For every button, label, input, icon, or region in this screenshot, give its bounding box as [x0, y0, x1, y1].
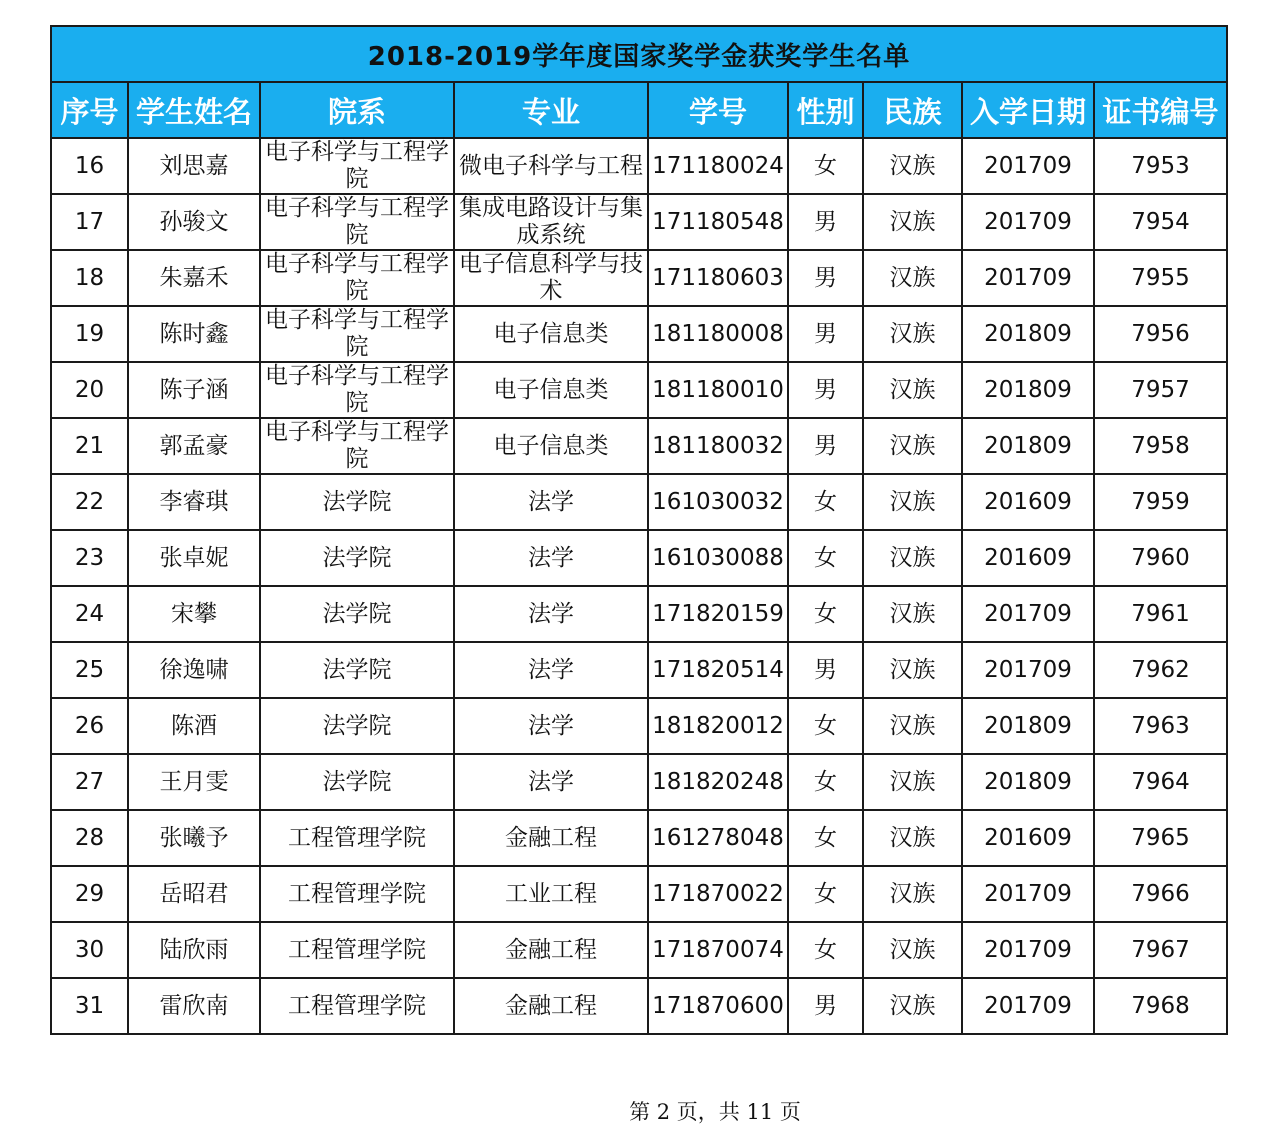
table-row [51, 138, 1227, 194]
cell-student-id: 171180603 [648, 250, 788, 306]
cell-certificate-no: 7962 [1094, 642, 1227, 698]
header-major: 专业 [454, 82, 648, 138]
cell-student-id: 161278048 [648, 810, 788, 866]
cell-gender: 男 [788, 362, 863, 418]
table-row [51, 698, 1227, 754]
cell-student-id: 161030088 [648, 530, 788, 586]
cell-index: 23 [51, 530, 128, 586]
cell-enrollment-date: 201809 [962, 754, 1094, 810]
header-department: 院系 [260, 82, 454, 138]
cell-major: 法学 [454, 530, 648, 586]
table-row [51, 810, 1227, 866]
cell-ethnicity: 汉族 [863, 922, 962, 978]
cell-student-name: 郭孟豪 [128, 418, 260, 474]
cell-student-name: 岳昭君 [128, 866, 260, 922]
table-row [51, 866, 1227, 922]
cell-gender: 男 [788, 306, 863, 362]
cell-department: 电子科学与工程学院 [260, 138, 454, 194]
cell-major: 电子信息科学与技术 [454, 250, 648, 306]
cell-student-name: 孙骏文 [128, 194, 260, 250]
cell-department: 法学院 [260, 474, 454, 530]
cell-index: 20 [51, 362, 128, 418]
cell-certificate-no: 7964 [1094, 754, 1227, 810]
cell-student-name: 陈子涵 [128, 362, 260, 418]
cell-index: 24 [51, 586, 128, 642]
cell-ethnicity: 汉族 [863, 586, 962, 642]
page-footer: 第 2 页，共 11 页 [629, 1100, 801, 1124]
cell-index: 21 [51, 418, 128, 474]
cell-ethnicity: 汉族 [863, 978, 962, 1034]
cell-gender: 女 [788, 138, 863, 194]
cell-student-name: 刘思嘉 [128, 138, 260, 194]
cell-enrollment-date: 201609 [962, 810, 1094, 866]
table-row [51, 642, 1227, 698]
cell-ethnicity: 汉族 [863, 250, 962, 306]
cell-major: 法学 [454, 698, 648, 754]
cell-certificate-no: 7954 [1094, 194, 1227, 250]
cell-ethnicity: 汉族 [863, 362, 962, 418]
cell-department: 法学院 [260, 642, 454, 698]
cell-major: 金融工程 [454, 922, 648, 978]
cell-index: 27 [51, 754, 128, 810]
cell-certificate-no: 7953 [1094, 138, 1227, 194]
cell-gender: 男 [788, 642, 863, 698]
header-gender: 性别 [788, 82, 863, 138]
cell-index: 18 [51, 250, 128, 306]
cell-enrollment-date: 201809 [962, 362, 1094, 418]
cell-major: 法学 [454, 586, 648, 642]
cell-enrollment-date: 201709 [962, 642, 1094, 698]
cell-department: 工程管理学院 [260, 810, 454, 866]
cell-student-id: 171820514 [648, 642, 788, 698]
cell-student-id: 181820012 [648, 698, 788, 754]
header-certificate-no: 证书编号 [1094, 82, 1227, 138]
cell-gender: 女 [788, 586, 863, 642]
table-row [51, 250, 1227, 306]
cell-index: 26 [51, 698, 128, 754]
table-row [51, 362, 1227, 418]
cell-index: 19 [51, 306, 128, 362]
cell-student-id: 181820248 [648, 754, 788, 810]
cell-index: 25 [51, 642, 128, 698]
cell-enrollment-date: 201609 [962, 474, 1094, 530]
cell-major: 集成电路设计与集成系统 [454, 194, 648, 250]
cell-student-id: 171820159 [648, 586, 788, 642]
cell-department: 法学院 [260, 530, 454, 586]
cell-major: 法学 [454, 642, 648, 698]
table-body [51, 138, 1227, 1034]
table-row [51, 586, 1227, 642]
cell-department: 法学院 [260, 754, 454, 810]
cell-major: 微电子科学与工程 [454, 138, 648, 194]
cell-certificate-no: 7961 [1094, 586, 1227, 642]
cell-ethnicity: 汉族 [863, 810, 962, 866]
cell-index: 28 [51, 810, 128, 866]
header-student-id: 学号 [648, 82, 788, 138]
cell-ethnicity: 汉族 [863, 698, 962, 754]
cell-student-id: 181180010 [648, 362, 788, 418]
cell-student-name: 陈时鑫 [128, 306, 260, 362]
cell-enrollment-date: 201809 [962, 698, 1094, 754]
cell-department: 电子科学与工程学院 [260, 194, 454, 250]
cell-index: 29 [51, 866, 128, 922]
cell-student-name: 朱嘉禾 [128, 250, 260, 306]
cell-enrollment-date: 201709 [962, 194, 1094, 250]
cell-student-name: 徐逸啸 [128, 642, 260, 698]
table-row [51, 418, 1227, 474]
cell-certificate-no: 7966 [1094, 866, 1227, 922]
cell-enrollment-date: 201809 [962, 418, 1094, 474]
cell-ethnicity: 汉族 [863, 138, 962, 194]
cell-ethnicity: 汉族 [863, 194, 962, 250]
header-row [51, 82, 1227, 138]
cell-index: 16 [51, 138, 128, 194]
cell-certificate-no: 7968 [1094, 978, 1227, 1034]
cell-certificate-no: 7965 [1094, 810, 1227, 866]
table-row [51, 922, 1227, 978]
cell-department: 电子科学与工程学院 [260, 250, 454, 306]
cell-student-id: 171180548 [648, 194, 788, 250]
cell-enrollment-date: 201709 [962, 922, 1094, 978]
cell-gender: 女 [788, 698, 863, 754]
cell-gender: 女 [788, 474, 863, 530]
cell-index: 30 [51, 922, 128, 978]
cell-index: 31 [51, 978, 128, 1034]
cell-gender: 女 [788, 530, 863, 586]
cell-index: 22 [51, 474, 128, 530]
cell-enrollment-date: 201709 [962, 138, 1094, 194]
cell-gender: 男 [788, 250, 863, 306]
cell-student-id: 161030032 [648, 474, 788, 530]
cell-department: 电子科学与工程学院 [260, 306, 454, 362]
cell-department: 电子科学与工程学院 [260, 362, 454, 418]
table-row [51, 474, 1227, 530]
cell-major: 工业工程 [454, 866, 648, 922]
cell-certificate-no: 7967 [1094, 922, 1227, 978]
cell-gender: 女 [788, 922, 863, 978]
cell-student-id: 171870022 [648, 866, 788, 922]
cell-gender: 女 [788, 866, 863, 922]
scholarship-table [50, 25, 1228, 1035]
cell-student-id: 171870074 [648, 922, 788, 978]
cell-enrollment-date: 201609 [962, 530, 1094, 586]
cell-student-name: 宋攀 [128, 586, 260, 642]
table-row [51, 194, 1227, 250]
cell-gender: 女 [788, 810, 863, 866]
header-student-name: 学生姓名 [128, 82, 260, 138]
cell-major: 电子信息类 [454, 362, 648, 418]
cell-enrollment-date: 201709 [962, 866, 1094, 922]
cell-student-name: 王月雯 [128, 754, 260, 810]
cell-department: 工程管理学院 [260, 978, 454, 1034]
cell-department: 工程管理学院 [260, 922, 454, 978]
cell-student-id: 181180032 [648, 418, 788, 474]
cell-certificate-no: 7963 [1094, 698, 1227, 754]
cell-certificate-no: 7957 [1094, 362, 1227, 418]
cell-student-name: 张卓妮 [128, 530, 260, 586]
cell-enrollment-date: 201809 [962, 306, 1094, 362]
cell-gender: 女 [788, 754, 863, 810]
header-enrollment-date: 入学日期 [962, 82, 1094, 138]
cell-major: 金融工程 [454, 978, 648, 1034]
cell-certificate-no: 7956 [1094, 306, 1227, 362]
cell-gender: 男 [788, 418, 863, 474]
cell-major: 电子信息类 [454, 306, 648, 362]
header-index: 序号 [51, 82, 128, 138]
cell-enrollment-date: 201709 [962, 586, 1094, 642]
cell-student-name: 李睿琪 [128, 474, 260, 530]
cell-student-name: 雷欣南 [128, 978, 260, 1034]
cell-ethnicity: 汉族 [863, 474, 962, 530]
cell-ethnicity: 汉族 [863, 418, 962, 474]
cell-student-name: 张曦予 [128, 810, 260, 866]
cell-major: 金融工程 [454, 810, 648, 866]
cell-ethnicity: 汉族 [863, 306, 962, 362]
table-row [51, 978, 1227, 1034]
cell-certificate-no: 7959 [1094, 474, 1227, 530]
table-row [51, 306, 1227, 362]
cell-department: 工程管理学院 [260, 866, 454, 922]
cell-ethnicity: 汉族 [863, 530, 962, 586]
cell-gender: 男 [788, 978, 863, 1034]
cell-department: 法学院 [260, 698, 454, 754]
cell-student-id: 181180008 [648, 306, 788, 362]
table-row [51, 530, 1227, 586]
cell-certificate-no: 7955 [1094, 250, 1227, 306]
cell-ethnicity: 汉族 [863, 754, 962, 810]
header-ethnicity: 民族 [863, 82, 962, 138]
cell-student-name: 陆欣雨 [128, 922, 260, 978]
cell-ethnicity: 汉族 [863, 866, 962, 922]
cell-department: 法学院 [260, 586, 454, 642]
cell-certificate-no: 7960 [1094, 530, 1227, 586]
cell-index: 17 [51, 194, 128, 250]
cell-certificate-no: 7958 [1094, 418, 1227, 474]
cell-student-id: 171180024 [648, 138, 788, 194]
cell-ethnicity: 汉族 [863, 642, 962, 698]
cell-enrollment-date: 201709 [962, 250, 1094, 306]
cell-major: 法学 [454, 474, 648, 530]
cell-student-name: 陈酒 [128, 698, 260, 754]
cell-gender: 男 [788, 194, 863, 250]
cell-department: 电子科学与工程学院 [260, 418, 454, 474]
cell-enrollment-date: 201709 [962, 978, 1094, 1034]
table-title: 2018-2019学年度国家奖学金获奖学生名单 [51, 26, 1227, 82]
cell-major: 电子信息类 [454, 418, 648, 474]
cell-student-id: 171870600 [648, 978, 788, 1034]
cell-major: 法学 [454, 754, 648, 810]
table-row [51, 754, 1227, 810]
